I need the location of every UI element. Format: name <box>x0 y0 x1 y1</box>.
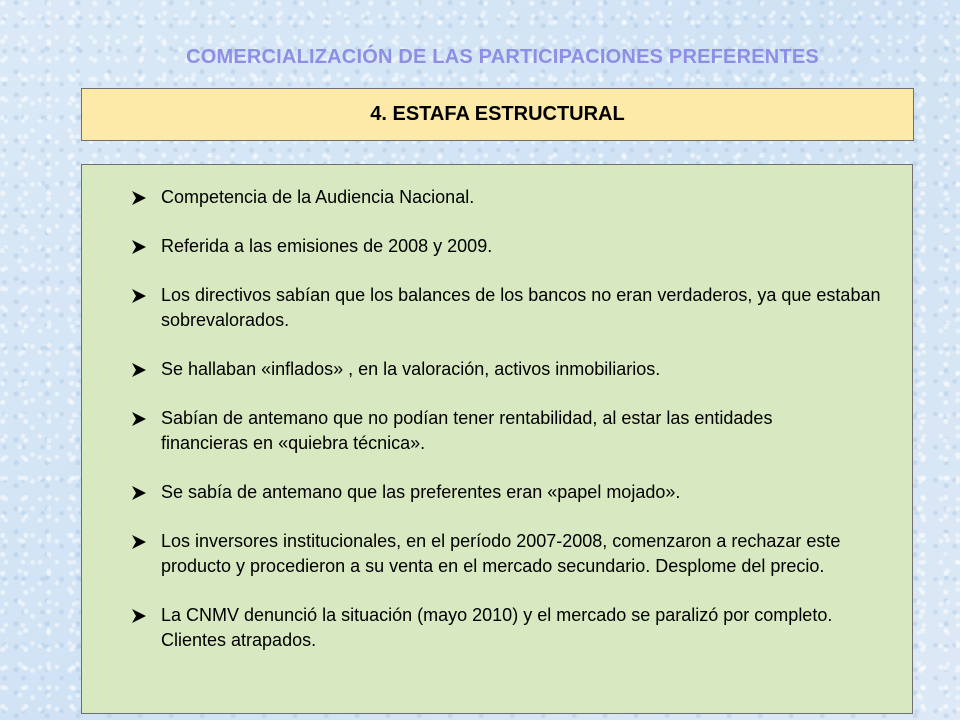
arrowhead-bullet-icon <box>131 289 147 303</box>
arrowhead-bullet-icon <box>131 535 147 549</box>
list-item <box>131 357 861 382</box>
list-item <box>131 603 861 653</box>
list-item <box>131 406 861 456</box>
list-item <box>131 283 881 333</box>
list-item-text: Sabían de antemano que no podían tener rentabilidad, al estar las entidades financieras en «quiebra técnica». <box>161 408 773 453</box>
bullet-list <box>82 165 912 653</box>
arrowhead-bullet-icon <box>131 191 147 205</box>
list-item <box>131 529 861 579</box>
section-heading: 4. ESTAFA ESTRUCTURAL <box>370 103 625 125</box>
slide-title: COMERCIALIZACIÓN DE LAS PARTICIPACIONES PREFERENTES <box>186 46 819 68</box>
list-item-text: Competencia de la Audiencia Nacional. <box>161 187 475 207</box>
list-item-text: Se sabía de antemano que las preferentes eran «papel mojado». <box>161 482 681 502</box>
list-item-text: Se hallaban «inflados» , en la valoración, activos inmobiliarios. <box>161 359 661 379</box>
list-item <box>131 234 861 259</box>
list-item-text: Los inversores institucionales, en el período 2007-2008, comenzaron a rechazar este producto y procedieron a su venta en el mercado secundario. Desplome del precio. <box>161 531 841 576</box>
list-item <box>131 185 861 210</box>
arrowhead-bullet-icon <box>131 363 147 377</box>
content-box <box>81 164 913 714</box>
arrowhead-bullet-icon <box>131 412 147 426</box>
list-item-text: Los directivos sabían que los balances de los bancos no eran verdaderos, ya que estaban sobrevalorados. <box>161 285 881 330</box>
arrowhead-bullet-icon <box>131 486 147 500</box>
arrowhead-bullet-icon <box>131 240 147 254</box>
list-item-text: Referida a las emisiones de 2008 y 2009. <box>161 236 493 256</box>
section-header-box <box>81 88 914 141</box>
arrowhead-bullet-icon <box>131 609 147 623</box>
list-item <box>131 480 861 505</box>
list-item-text: La CNMV denunció la situación (mayo 2010) y el mercado se paralizó por completo. Clientes atrapados. <box>161 605 833 650</box>
